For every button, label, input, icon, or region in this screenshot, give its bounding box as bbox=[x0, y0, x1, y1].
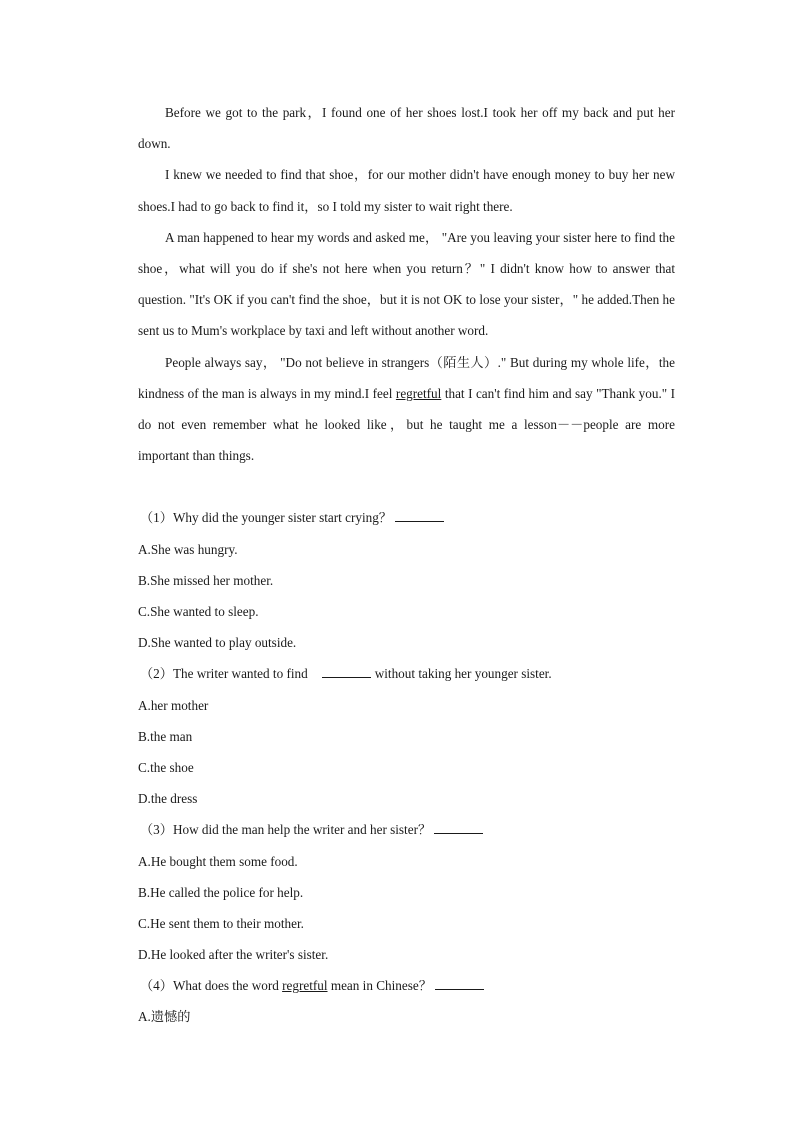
passage-paragraph-4 bbox=[138, 347, 675, 472]
passage-paragraph-2: I knew we needed to find that shoe，for our mother didn't have enough money to buy her new shoes.I had to go back to find it，so I told my sister to wait right there. bbox=[138, 167, 675, 214]
option-b: B.He called the police for help. bbox=[138, 884, 304, 900]
option-c: C.He sent them to their mother. bbox=[138, 915, 304, 931]
answer-blank bbox=[435, 977, 484, 990]
option-a: A.He bought them some food. bbox=[138, 853, 298, 869]
question-2-text-after: without taking her younger sister. bbox=[374, 666, 552, 682]
question-1 bbox=[138, 502, 675, 533]
paragraph-4-text-before: People always say， "Do not believe in strangers（陌生人）." But during my whole life，the kindness of the man is always in my mind.I feel bbox=[138, 354, 675, 401]
passage-paragraph-1: Before we got to the park，I found one of her shoes lost.I took her off my back and put her down. bbox=[138, 105, 675, 152]
option-c: C.the shoe bbox=[138, 759, 194, 775]
passage-paragraph-3: A man happened to hear my words and asked me， "Are you leaving your sister here to find the shoe，what will you do if she's not here when you return？" I didn't know how to answer that question. "It's OK if you can't find the shoe，but it is not OK to lose your sister，" he added.Then he sent us to Mum's workplace by taxi and left without another word. bbox=[138, 229, 675, 339]
question-3-text: （3）How did the man help the writer and her sister？ bbox=[140, 822, 432, 838]
question-4 bbox=[138, 970, 675, 1001]
question-4-text-before: （4）What does the word bbox=[140, 978, 283, 994]
answer-blank bbox=[322, 665, 371, 678]
question-2 bbox=[138, 658, 675, 689]
paragraph-4-text-after: that I can't find him and say "Thank you." I do not even remember what he looked like，but he taught me a lesson－－people are more important than things. bbox=[138, 385, 676, 464]
answer-blank bbox=[434, 821, 483, 834]
option-a: A.She was hungry. bbox=[138, 541, 238, 557]
question-2-text-before: （2）The writer wanted to find bbox=[140, 666, 308, 682]
underlined-word-regretful: regretful bbox=[395, 385, 442, 401]
option-d: D.She wanted to play outside. bbox=[138, 635, 297, 651]
option-b: B.the man bbox=[138, 728, 193, 744]
underlined-word-regretful: regretful bbox=[282, 978, 328, 994]
option-a: A.her mother bbox=[138, 697, 209, 713]
option-a: A.遗憾的 bbox=[138, 1009, 191, 1025]
questions-section bbox=[138, 502, 675, 1032]
option-d: D.the dress bbox=[138, 791, 198, 807]
question-4-text-after: mean in Chinese？ bbox=[327, 978, 432, 994]
option-d: D.He looked after the writer's sister. bbox=[138, 947, 329, 963]
question-1-text: （1）Why did the younger sister start crying？ bbox=[140, 510, 392, 526]
option-b: B.She missed her mother. bbox=[138, 572, 274, 588]
document-page bbox=[138, 97, 675, 1033]
answer-blank bbox=[395, 509, 444, 522]
option-c: C.She wanted to sleep. bbox=[138, 604, 259, 619]
question-3 bbox=[138, 814, 675, 845]
